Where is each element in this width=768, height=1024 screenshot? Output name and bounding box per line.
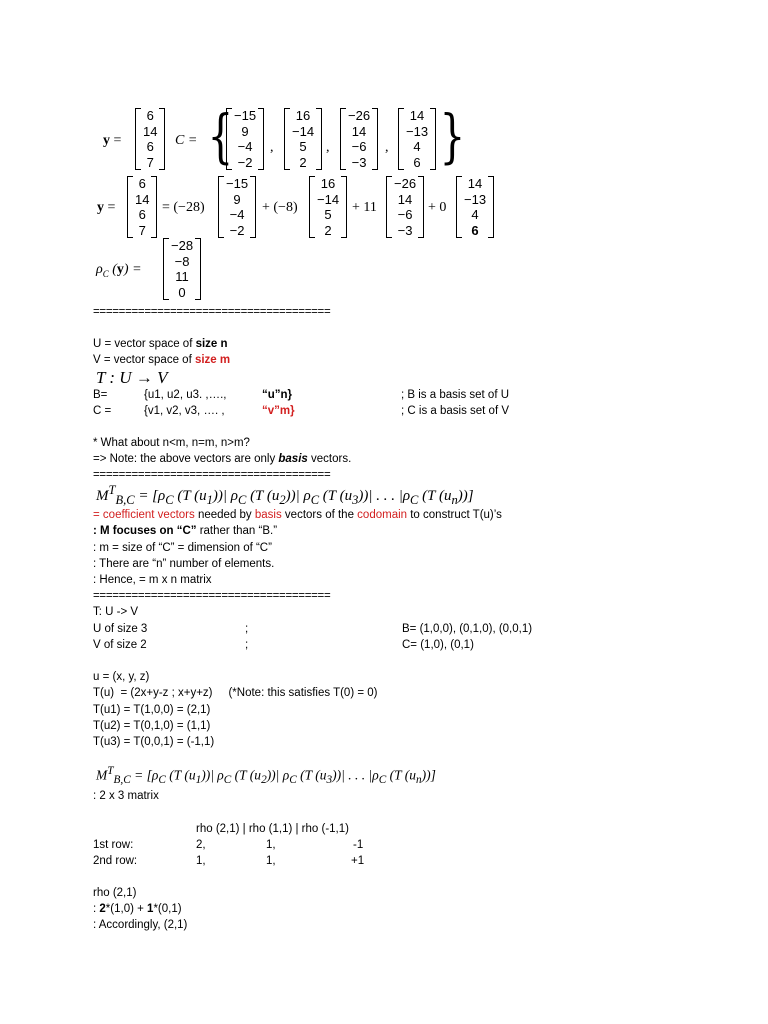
t-u1: T(u1) = T(1,0,0) = (2,1) [93,704,211,716]
rho-vector: −28 −8 11 0 [163,238,201,300]
accordingly: : Accordingly, (2,1) [93,919,188,931]
separator: ===================================== [93,590,331,602]
C-vector-3: −26 14 −6 −3 [340,108,378,170]
comma: , [326,140,330,155]
row1-c3: -1 [353,839,364,851]
coef-3: + 11 [352,200,377,215]
rho-label: $\rho_C$ (y) = [96,262,142,279]
basis-B: B= (1,0,0), (0,1,0), (0,0,1) [402,623,533,635]
m-size: : m = size of “C” = dimension of “C” [93,542,272,554]
what-about: * What about n<m, n=m, n>m? [93,437,250,449]
n-number: : There are “n” number of elements. [93,558,275,570]
row2-c1: 1, [196,855,206,867]
t-map: T : U → V [96,368,168,387]
combination: : 2*(1,0) + 1*(0,1) [93,903,182,915]
coef-line: = coefficient vectors needed by basis vectors of the codomain to construct T(u)’s [93,509,502,521]
c-note: ; C is a basis set of V [401,405,510,417]
c-set: {v1, v2, v3, …. , [144,405,225,417]
y-vector-2: 6 14 6 7 [127,176,157,238]
separator: ===================================== [93,469,331,481]
y-vector [135,108,165,170]
coef-1: = (−28) [162,200,205,215]
row2-c2: 1, [266,855,276,867]
C-vector-4: 14 −13 4 6 [398,108,436,170]
t-u3: T(u3) = T(0,0,1) = (-1,1) [93,736,215,748]
semicolon: ; [245,623,249,635]
row2-c3: +1 [351,855,365,867]
b-note: ; B is a basis set of U [401,389,510,401]
y-vector-col: 6 14 6 7 [143,108,158,170]
hence: : Hence, = m x n matrix [93,574,212,586]
semicolon: ; [245,639,249,651]
two-by-three: : 2 x 3 matrix [93,790,159,802]
c-vm: “v”m} [262,405,295,417]
coef-4: + 0 [428,200,447,215]
t-u-v: T: U -> V [93,606,139,618]
focus-line: : M focuses on “C” rather than “B.” [93,525,278,537]
comma: , [270,140,274,155]
u-def: U = vector space of size n [93,338,228,350]
matrix-formula-2: $M^T_{B,C} = [\rho_C$ (T $(u_1))|$ $\rho_C$ (T $(u_2))|$ $\rho_C$ (T $(u_3))|$ . . . $|\rho_C$ (T $(u_n)$)] [96,765,436,787]
b-un: “u”n} [262,389,293,401]
v-size-2: V of size 2 [93,639,147,651]
left-brace: { [207,102,234,170]
b-set: {u1, u2, u3. ,…., [144,389,227,401]
c-label: C = [93,405,112,417]
row1-c1: 2, [196,839,206,851]
rho-header: rho (2,1) | rho (1,1) | rho (-1,1) [196,823,349,835]
separator: ===================================== [93,306,331,318]
C-vector-2: 16 −14 5 2 [284,108,322,170]
t-of-u: T(u) = (2x+y-z ; x+y+z) (*Note: this satisfies T(0) = 0) [93,687,378,699]
row2-label: 2nd row: [93,855,138,867]
b-label: B= [93,389,108,401]
row1-c2: 1, [266,839,276,851]
lc-vector-1: −15 9 −4 −2 [218,176,256,238]
row1-label: 1st row: [93,839,134,851]
lc-vector-4: 14 −13 4 6 [456,176,494,238]
u-xyz: u = (x, y, z) [93,671,150,683]
basis-C: C= (1,0), (0,1) [402,639,474,651]
t-u2: T(u2) = T(0,1,0) = (1,1) [93,720,211,732]
matrix-formula: $M^T_{B,C} = [\rho_C$ (T $(u_1))|$ $\rho_C$ (T $(u_2))|$ $\rho_C$ (T $(u_3))|$ . . . $|\rho_C$ (T $(u_n)$)] [96,483,474,507]
u-size-3: U of size 3 [93,623,148,635]
C-vector-1: −15 9 −4 −2 [226,108,264,170]
v-def: V = vector space of size m [93,354,231,366]
y-label: y = [103,133,122,148]
note-basis: => Note: the above vectors are only basis vectors. [93,453,352,465]
lc-vector-2: 16 −14 5 2 [309,176,347,238]
lc-vector-3: −26 14 −6 −3 [386,176,424,238]
coef-2: + (−8) [262,200,298,215]
comma: , [385,140,389,155]
y-label-2: y = [97,200,116,215]
C-label: C = [175,133,198,148]
right-brace: } [439,102,466,170]
rho-21: rho (2,1) [93,887,137,899]
